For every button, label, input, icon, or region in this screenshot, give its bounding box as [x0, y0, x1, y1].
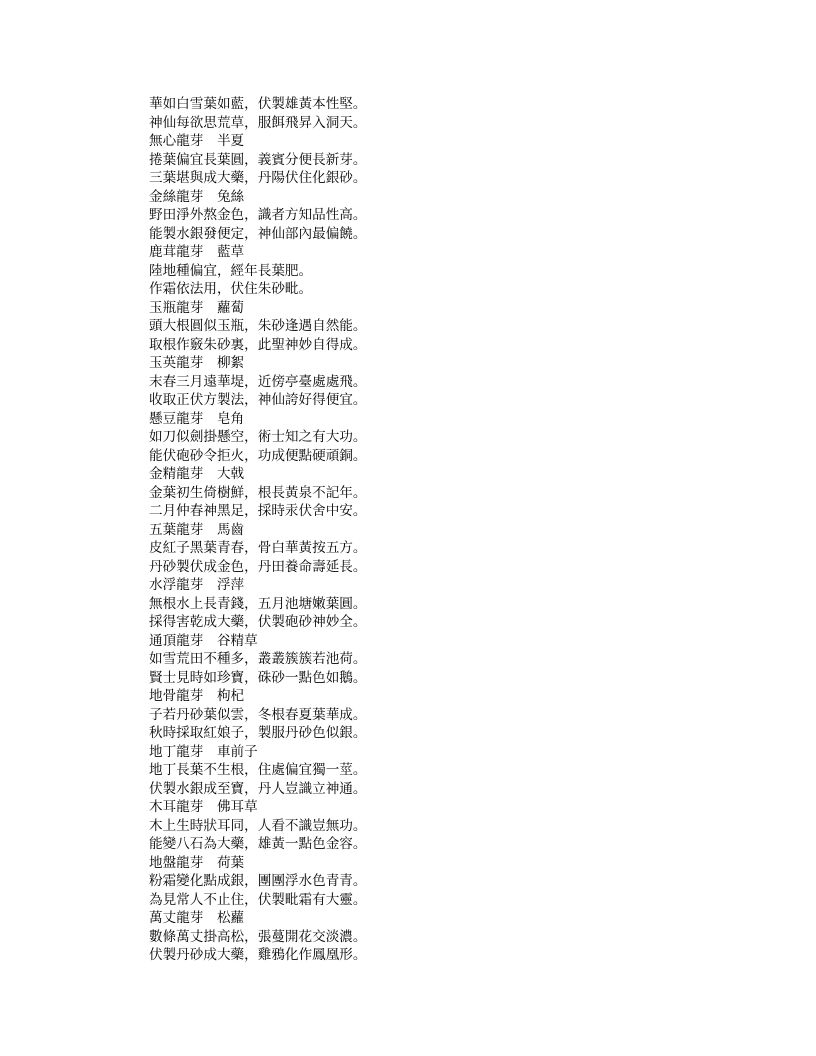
text-line: 捲葉偏宜長葉圓，義賓分便長新芽。 — [149, 151, 367, 168]
section-heading: 五葉龍芽 馬齒 — [149, 521, 245, 538]
section-heading: 地丁龍芽 車前子 — [149, 743, 258, 760]
text-line: 能伏砲砂令拒火，功成便點硬頑銅。 — [149, 447, 367, 464]
text-line: 粉霜變化點成銀，團團浮水色青青。 — [149, 873, 367, 889]
section-heading: 萬丈龍芽 松蘿 — [149, 910, 245, 926]
text-line: 秋時採取紅娘子，製服丹砂色似銀。 — [149, 725, 367, 741]
section-heading: 鹿茸龍芽 藍草 — [149, 244, 245, 260]
text-line: 木上生時狀耳同，人看不識豈無功。 — [149, 817, 367, 834]
section-heading: 金絲龍芽 兔絲 — [149, 188, 245, 205]
section-heading: 無心龍芽 半夏 — [149, 133, 245, 149]
text-line: 三葉堪與成大藥，丹陽伏住化銀砂。 — [149, 170, 367, 186]
text-line: 如刀似劍掛懸空，術士知之有大功。 — [149, 429, 367, 445]
text-line: 作霜依法用，伏住朱砂毗。 — [149, 281, 313, 297]
section-heading: 木耳龍芽 佛耳草 — [149, 799, 258, 815]
text-line: 末春三月遠華堤，近傍亭臺處處飛。 — [149, 373, 367, 390]
section-heading: 水浮龍芽 浮萍 — [149, 577, 245, 593]
text-line: 神仙每欲思荒草，服餌飛昇入洞天。 — [149, 114, 367, 131]
text-line: 子若丹砂葉似雲，冬根春夏葉華成。 — [149, 706, 367, 723]
text-line: 收取正伏方製法，神仙誇好得便宜。 — [149, 392, 367, 408]
text-line: 能變八石為大藥，雄黃一點色金容。 — [149, 836, 367, 852]
text-line: 陸地種偏宜，經年長葉肥。 — [149, 262, 313, 279]
text-line: 金葉初生倚樹鮮，根長黃泉不記年。 — [149, 484, 367, 501]
text-line: 頭大根圓似玉瓶，朱砂逢遇自然能。 — [149, 318, 367, 334]
text-line: 取根作竅朱砂裏，此聖神妙自得成。 — [149, 336, 367, 353]
section-heading: 玉瓶龍芽 蘿蔔 — [149, 299, 245, 316]
section-heading: 通頂龍芽 谷精草 — [149, 632, 258, 649]
section-heading: 金精龍芽 大戟 — [149, 466, 245, 482]
text-line: 為見常人不止住，伏製毗霜有大靈。 — [149, 891, 367, 908]
text-line: 如雪荒田不種多，叢叢簇簇若池荷。 — [149, 651, 367, 667]
text-line: 皮紅子黑葉青春，骨白華黃按五方。 — [149, 540, 367, 556]
text-line: 華如白雪葉如藍，伏製雄黃本性堅。 — [149, 96, 367, 112]
text-line: 地丁長葉不生根，住處偏宜獨一莖。 — [149, 762, 367, 778]
document-body — [149, 95, 789, 965]
text-line: 伏製水銀成至寶，丹人豈識立神通。 — [149, 780, 367, 797]
section-heading: 懸豆龍芽 皂角 — [149, 410, 245, 427]
section-heading: 玉英龍芽 柳絮 — [149, 355, 245, 371]
text-line: 採得害乾成大藥，伏製砲砂神妙全。 — [149, 614, 367, 630]
text-line: 野田淨外熬金色，識者方知品性高。 — [149, 207, 367, 223]
text-line: 丹砂製伏成金色，丹田養命壽延長。 — [149, 558, 367, 575]
section-heading: 地盤龍芽 荷葉 — [149, 854, 245, 871]
text-line: 賢士見時如珍寶，硃砂一點色如鵝。 — [149, 669, 367, 686]
text-line: 數條萬丈掛高松，張蔓開花交淡濃。 — [149, 928, 367, 945]
text-line: 能製水銀發便定，神仙部內最偏饒。 — [149, 225, 367, 242]
text-line: 伏製丹砂成大藥，雞鴉化作鳳凰形。 — [149, 947, 367, 963]
text-line: 無根水上長青錢，五月池塘嫩葉圓。 — [149, 595, 367, 612]
text-line: 二月仲春神黑足，採時汞伏舍中安。 — [149, 503, 367, 519]
section-heading: 地骨龍芽 枸杞 — [149, 688, 245, 704]
